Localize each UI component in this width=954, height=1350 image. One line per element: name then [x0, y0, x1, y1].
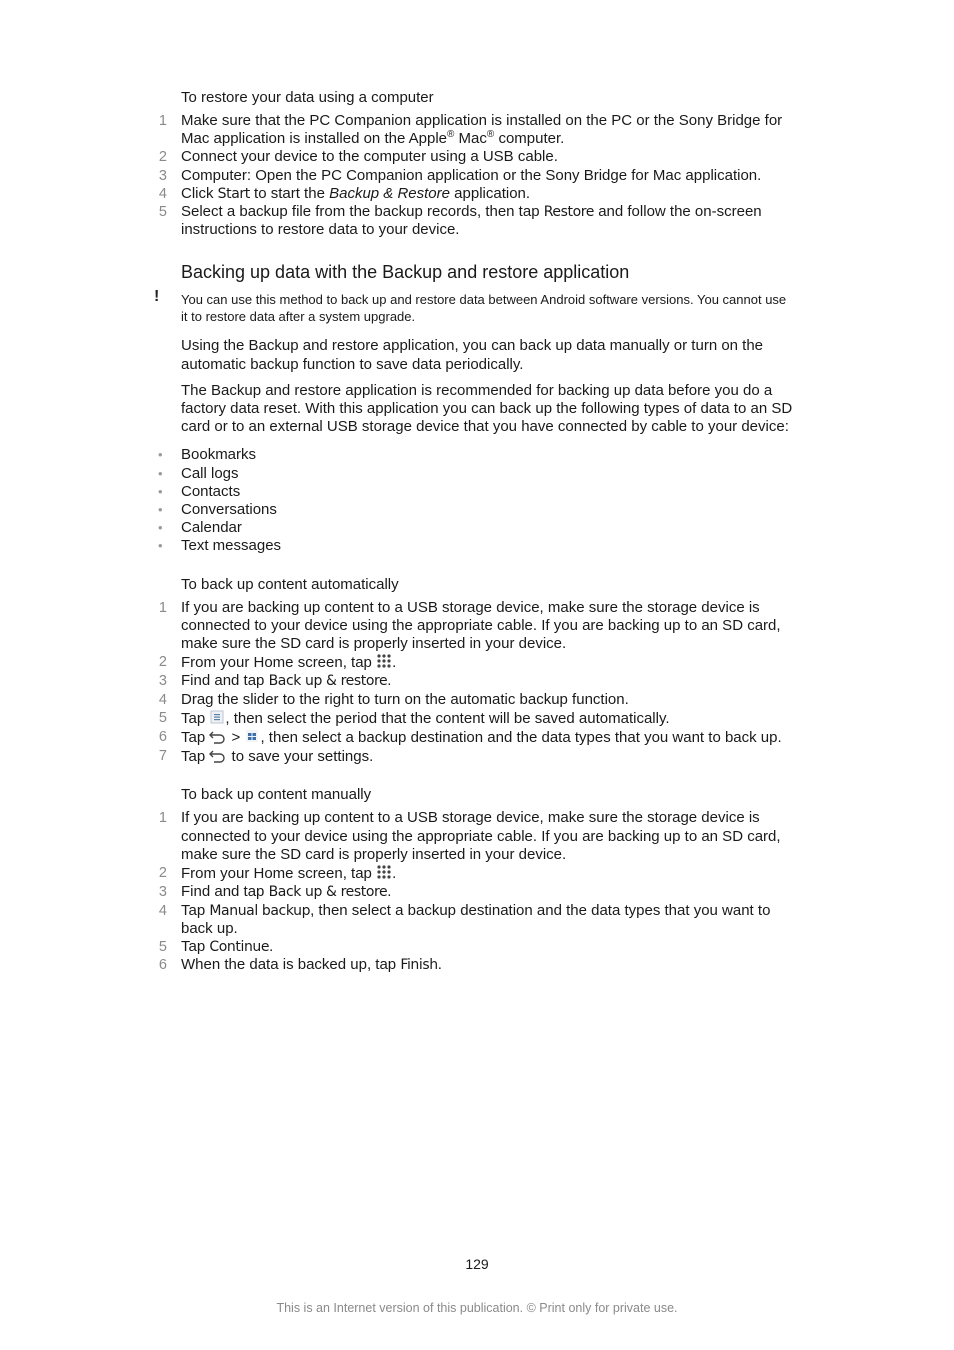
- auto-backup-subheading: To back up content automatically: [181, 575, 399, 593]
- manual-backup-steps: [158, 809, 796, 974]
- list-item: [158, 446, 796, 464]
- restore-step-5: [158, 203, 796, 239]
- step-text: If you are backing up content to a USB storage device, make sure the storage device is connected to your device using the appropriate cable. If you are backing up to an SD card, make sure the SD card is properly inserted in your device.: [181, 598, 781, 653]
- step-text: .: [437, 956, 442, 974]
- step-number: 7: [158, 748, 167, 765]
- step-number: 5: [158, 204, 167, 221]
- step-number: 1: [158, 113, 167, 129]
- step-number: 4: [158, 902, 167, 919]
- auto-step-7: [158, 747, 796, 766]
- auto-step-2: [158, 653, 796, 672]
- ui-label-restore: Restore: [543, 204, 595, 221]
- step-text: Find and tap: [181, 883, 269, 901]
- step-number: 4: [158, 691, 167, 708]
- manual-step-1: [158, 809, 796, 864]
- step-text: .: [269, 937, 274, 955]
- step-text: From your Home screen, tap: [181, 654, 377, 672]
- step-text: .: [387, 672, 392, 690]
- auto-step-5: [158, 709, 796, 728]
- list-item-text: Bookmarks: [181, 446, 257, 464]
- step-text: Select a backup file from the backup records, then tap: [181, 203, 544, 221]
- menu-icon: [209, 709, 225, 725]
- restore-step-2: [158, 148, 796, 166]
- ui-label-backup-restore: Back up & restore: [268, 884, 388, 901]
- step-text: Mac: [454, 130, 487, 148]
- step-number: 5: [158, 709, 167, 726]
- ui-label-backup-restore: Back up & restore: [268, 673, 388, 690]
- auto-step-6: [158, 728, 796, 747]
- step-text: , then select a backup destination and the data types that you want to back up.: [181, 901, 771, 937]
- back-arrow-icon: [209, 728, 227, 744]
- list-item: [158, 519, 796, 537]
- step-text: Connect your device to the computer using a USB cable.: [181, 148, 558, 166]
- step-number: 2: [158, 865, 167, 882]
- ui-label-finish: Finish: [400, 957, 438, 974]
- list-item: [158, 537, 796, 555]
- step-number: 1: [158, 810, 167, 827]
- registered-mark: ®: [447, 129, 455, 141]
- step-number: 2: [158, 654, 167, 671]
- step-text: to save your settings.: [227, 748, 374, 766]
- step-text: When the data is backed up, tap: [181, 956, 401, 974]
- step-text: application.: [450, 184, 531, 202]
- list-item-text: Conversations: [181, 501, 277, 519]
- step-number: 3: [158, 167, 167, 184]
- ui-label-manual-backup: Manual backup: [209, 902, 311, 919]
- manual-step-3: [158, 883, 796, 901]
- step-number: 6: [158, 957, 167, 974]
- step-text: to start the: [249, 184, 330, 202]
- list-item-text: Calendar: [181, 519, 242, 537]
- step-text: Drag the slider to the right to turn on the automatic backup function.: [181, 690, 629, 708]
- apps-grid-icon: [376, 653, 392, 669]
- step-text: >: [227, 729, 245, 747]
- step-text: computer.: [494, 130, 565, 148]
- manual-step-4: [158, 901, 796, 938]
- page-footer: This is an Internet version of this publication. © Print only for private use.: [276, 1301, 678, 1315]
- auto-step-1: [158, 598, 796, 654]
- step-text: Find and tap: [181, 672, 269, 690]
- step-text: If you are backing up content to a USB storage device, make sure the storage device is connected to your device using the appropriate cable. If you are backing up to an SD card, make sure the SD card is properly inserted in your device.: [181, 809, 781, 863]
- page-number: 129: [465, 1256, 489, 1272]
- note: [154, 288, 796, 325]
- section-heading: Backing up data with the Backup and restore application: [181, 262, 630, 283]
- step-number: 6: [158, 729, 167, 746]
- list-item: [158, 501, 796, 519]
- step-text: .: [387, 883, 392, 901]
- step-number: 5: [158, 938, 167, 955]
- step-text: From your Home screen, tap: [181, 865, 377, 883]
- bullet-icon: •: [158, 465, 163, 481]
- ui-label-start: Start: [217, 185, 250, 202]
- tiles-icon: [244, 728, 260, 744]
- paragraph-2: The Backup and restore application is recommended for backing up data before you do a factory data reset. With this application you can back up the following types of data to an SD card or to an external USB storage device that you have connected by cable to your device:: [181, 381, 793, 436]
- list-item-text: Text messages: [181, 537, 282, 555]
- restore-step-3: [158, 166, 796, 185]
- page-content: [154, 89, 796, 974]
- apps-grid-icon: [376, 864, 392, 880]
- manual-step-5: [158, 937, 796, 956]
- bullet-icon: •: [158, 502, 163, 518]
- step-number: 3: [158, 884, 167, 901]
- bullet-icon: •: [158, 538, 163, 554]
- step-number: 2: [158, 149, 167, 166]
- step-text: and follow the on-screen instructions to restore data to your device.: [181, 203, 762, 239]
- step-text: Make sure that the PC Companion application is installed on the PC or the Sony Bridge for Mac application is installed on the Apple: [181, 112, 783, 148]
- restore-step-1: [158, 112, 796, 148]
- step-text: Tap: [181, 729, 210, 747]
- restore-subheading: To restore your data using a computer: [181, 89, 434, 106]
- step-number: 1: [158, 599, 167, 616]
- step-text: Tap: [181, 937, 210, 955]
- step-text: Click: [181, 184, 218, 202]
- ui-label-continue: Continue: [209, 938, 270, 955]
- step-text: .: [392, 654, 397, 672]
- step-text: Tap: [181, 901, 210, 919]
- step-text: Computer: Open the PC Companion application or the Sony Bridge for Mac application.: [181, 166, 762, 184]
- restore-steps: [158, 112, 796, 239]
- manual-step-2: [158, 864, 796, 883]
- step-number: 4: [158, 185, 167, 202]
- app-name: Backup & Restore: [329, 184, 450, 202]
- paragraph-1: Using the Backup and restore application, you can back up data manually or turn on the automatic backup function to save data periodically.: [181, 337, 764, 373]
- bullet-icon: •: [158, 483, 163, 499]
- list-item: [158, 482, 796, 501]
- note-text: You can use this method to back up and restore data between Android software versions. You cannot use it to restore data after a system upgrade.: [181, 292, 787, 324]
- auto-backup-steps: [158, 598, 796, 767]
- step-text: Tap: [181, 748, 210, 766]
- step-text: Tap: [181, 709, 210, 727]
- restore-step-4: [158, 184, 796, 203]
- registered-mark: ®: [486, 129, 495, 141]
- manual-backup-subheading: To back up content manually: [181, 786, 372, 804]
- exclamation-icon: !: [154, 288, 160, 306]
- back-arrow-icon: [209, 747, 227, 763]
- step-number: 3: [158, 673, 167, 690]
- data-types-list: [158, 446, 796, 555]
- list-item: [158, 464, 796, 483]
- step-text: , then select the period that the content will be saved automatically.: [225, 709, 670, 727]
- bullet-icon: •: [158, 520, 163, 536]
- auto-step-4: [158, 690, 796, 709]
- step-text: .: [392, 865, 397, 883]
- manual-step-6: [158, 956, 796, 974]
- list-item-text: Contacts: [181, 482, 241, 500]
- bullet-icon: •: [158, 447, 163, 463]
- list-item-text: Call logs: [181, 464, 239, 482]
- auto-step-3: [158, 672, 796, 690]
- step-text: , then select a backup destination and the data types that you want to back up.: [260, 729, 782, 747]
